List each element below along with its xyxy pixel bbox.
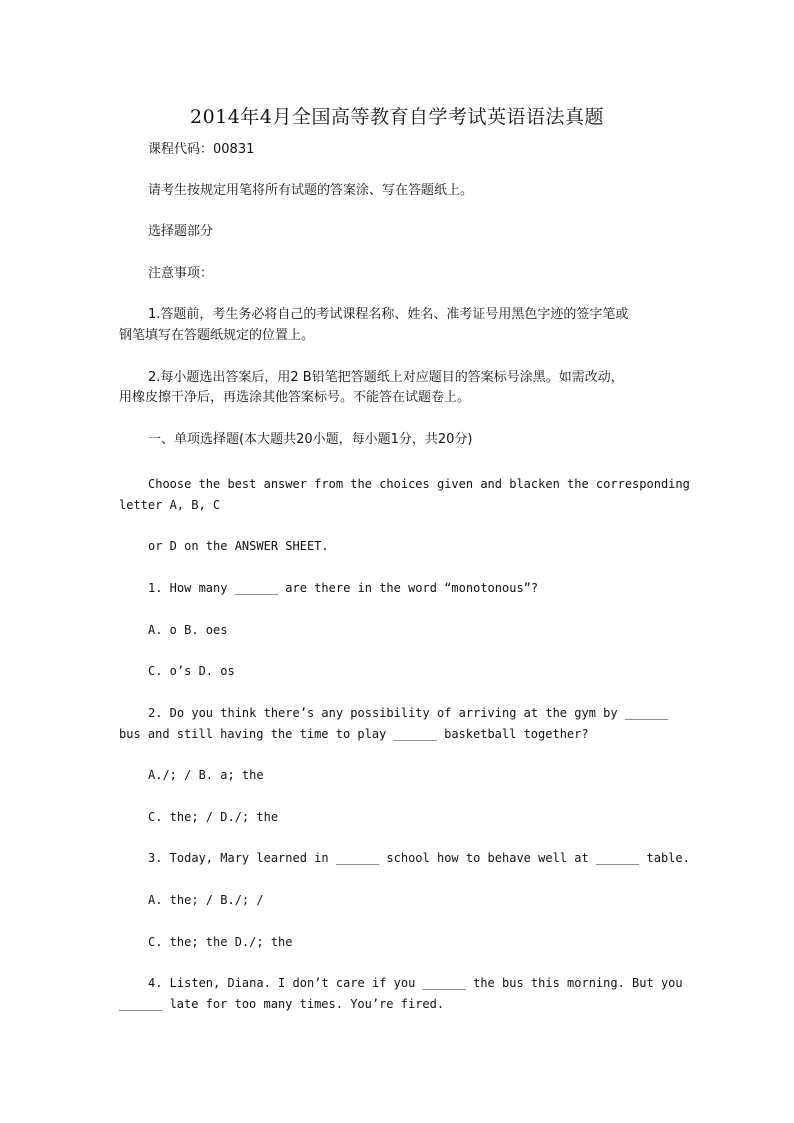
notice-1-line-2: 钢笔填写在答题纸规定的位置上。	[119, 328, 315, 343]
question-4-line-2: ______ late for too many times. You’re fired.	[119, 997, 445, 1011]
question-2-options-cd: C. the; / D./; the	[148, 810, 279, 824]
directions-line-2: letter A, B, C	[119, 498, 221, 512]
notice-heading: 注意事项：	[148, 266, 214, 281]
question-3: 3. Today, Mary learned in ______ school how to behave well at ______ table.	[148, 851, 690, 865]
directions-line-3: or D on the ANSWER SHEET.	[148, 539, 329, 553]
course-code: 课程代码：00831	[148, 142, 255, 157]
question-3-options-ab: A. the; / B./; /	[148, 893, 264, 907]
question-2-line-1: 2. Do you think there’s any possibility of arriving at the gym by ______	[148, 706, 669, 720]
question-1-options-ab: A. o B. oes	[148, 623, 228, 637]
instruction-text: 请考生按规定用笔将所有试题的答案涂、写在答题纸上。	[148, 183, 474, 198]
question-2-line-2: bus and still having the time to play ______ basketball together?	[119, 727, 589, 741]
question-4-line-1: 4. Listen, Diana. I don’t care if you ______ the bus this morning. But you	[148, 976, 683, 990]
notice-2-line-2: 用橡皮擦干净后，再选涂其他答案标号。不能答在试题卷上。	[119, 390, 471, 405]
notice-1-line-1: 1.答题前，考生务必将自己的考试课程名称、姓名、准考证号用黑色字迹的签字笔或	[148, 307, 629, 322]
directions-line-1: Choose the best answer from the choices given and blacken the corresponding	[148, 477, 690, 491]
question-1-options-cd: C. o’s D. os	[148, 664, 235, 678]
page-title: 2014年4月全国高等教育自学考试英语语法真题	[190, 106, 604, 128]
section-part-label: 选择题部分	[148, 224, 214, 239]
notice-2-line-1: 2.每小题选出答案后，用2 B铅笔把答题纸上对应题目的答案标号涂黑。如需改动，	[148, 370, 624, 385]
question-3-options-cd: C. the; the D./; the	[148, 935, 293, 949]
section-one-heading: 一、单项选择题(本大题共20小题，每小题1分，共20分)	[148, 432, 473, 447]
question-1: 1. How many ______ are there in the word “monotonous”?	[148, 581, 539, 595]
question-2-options-ab: A./; / B. a; the	[148, 768, 264, 782]
